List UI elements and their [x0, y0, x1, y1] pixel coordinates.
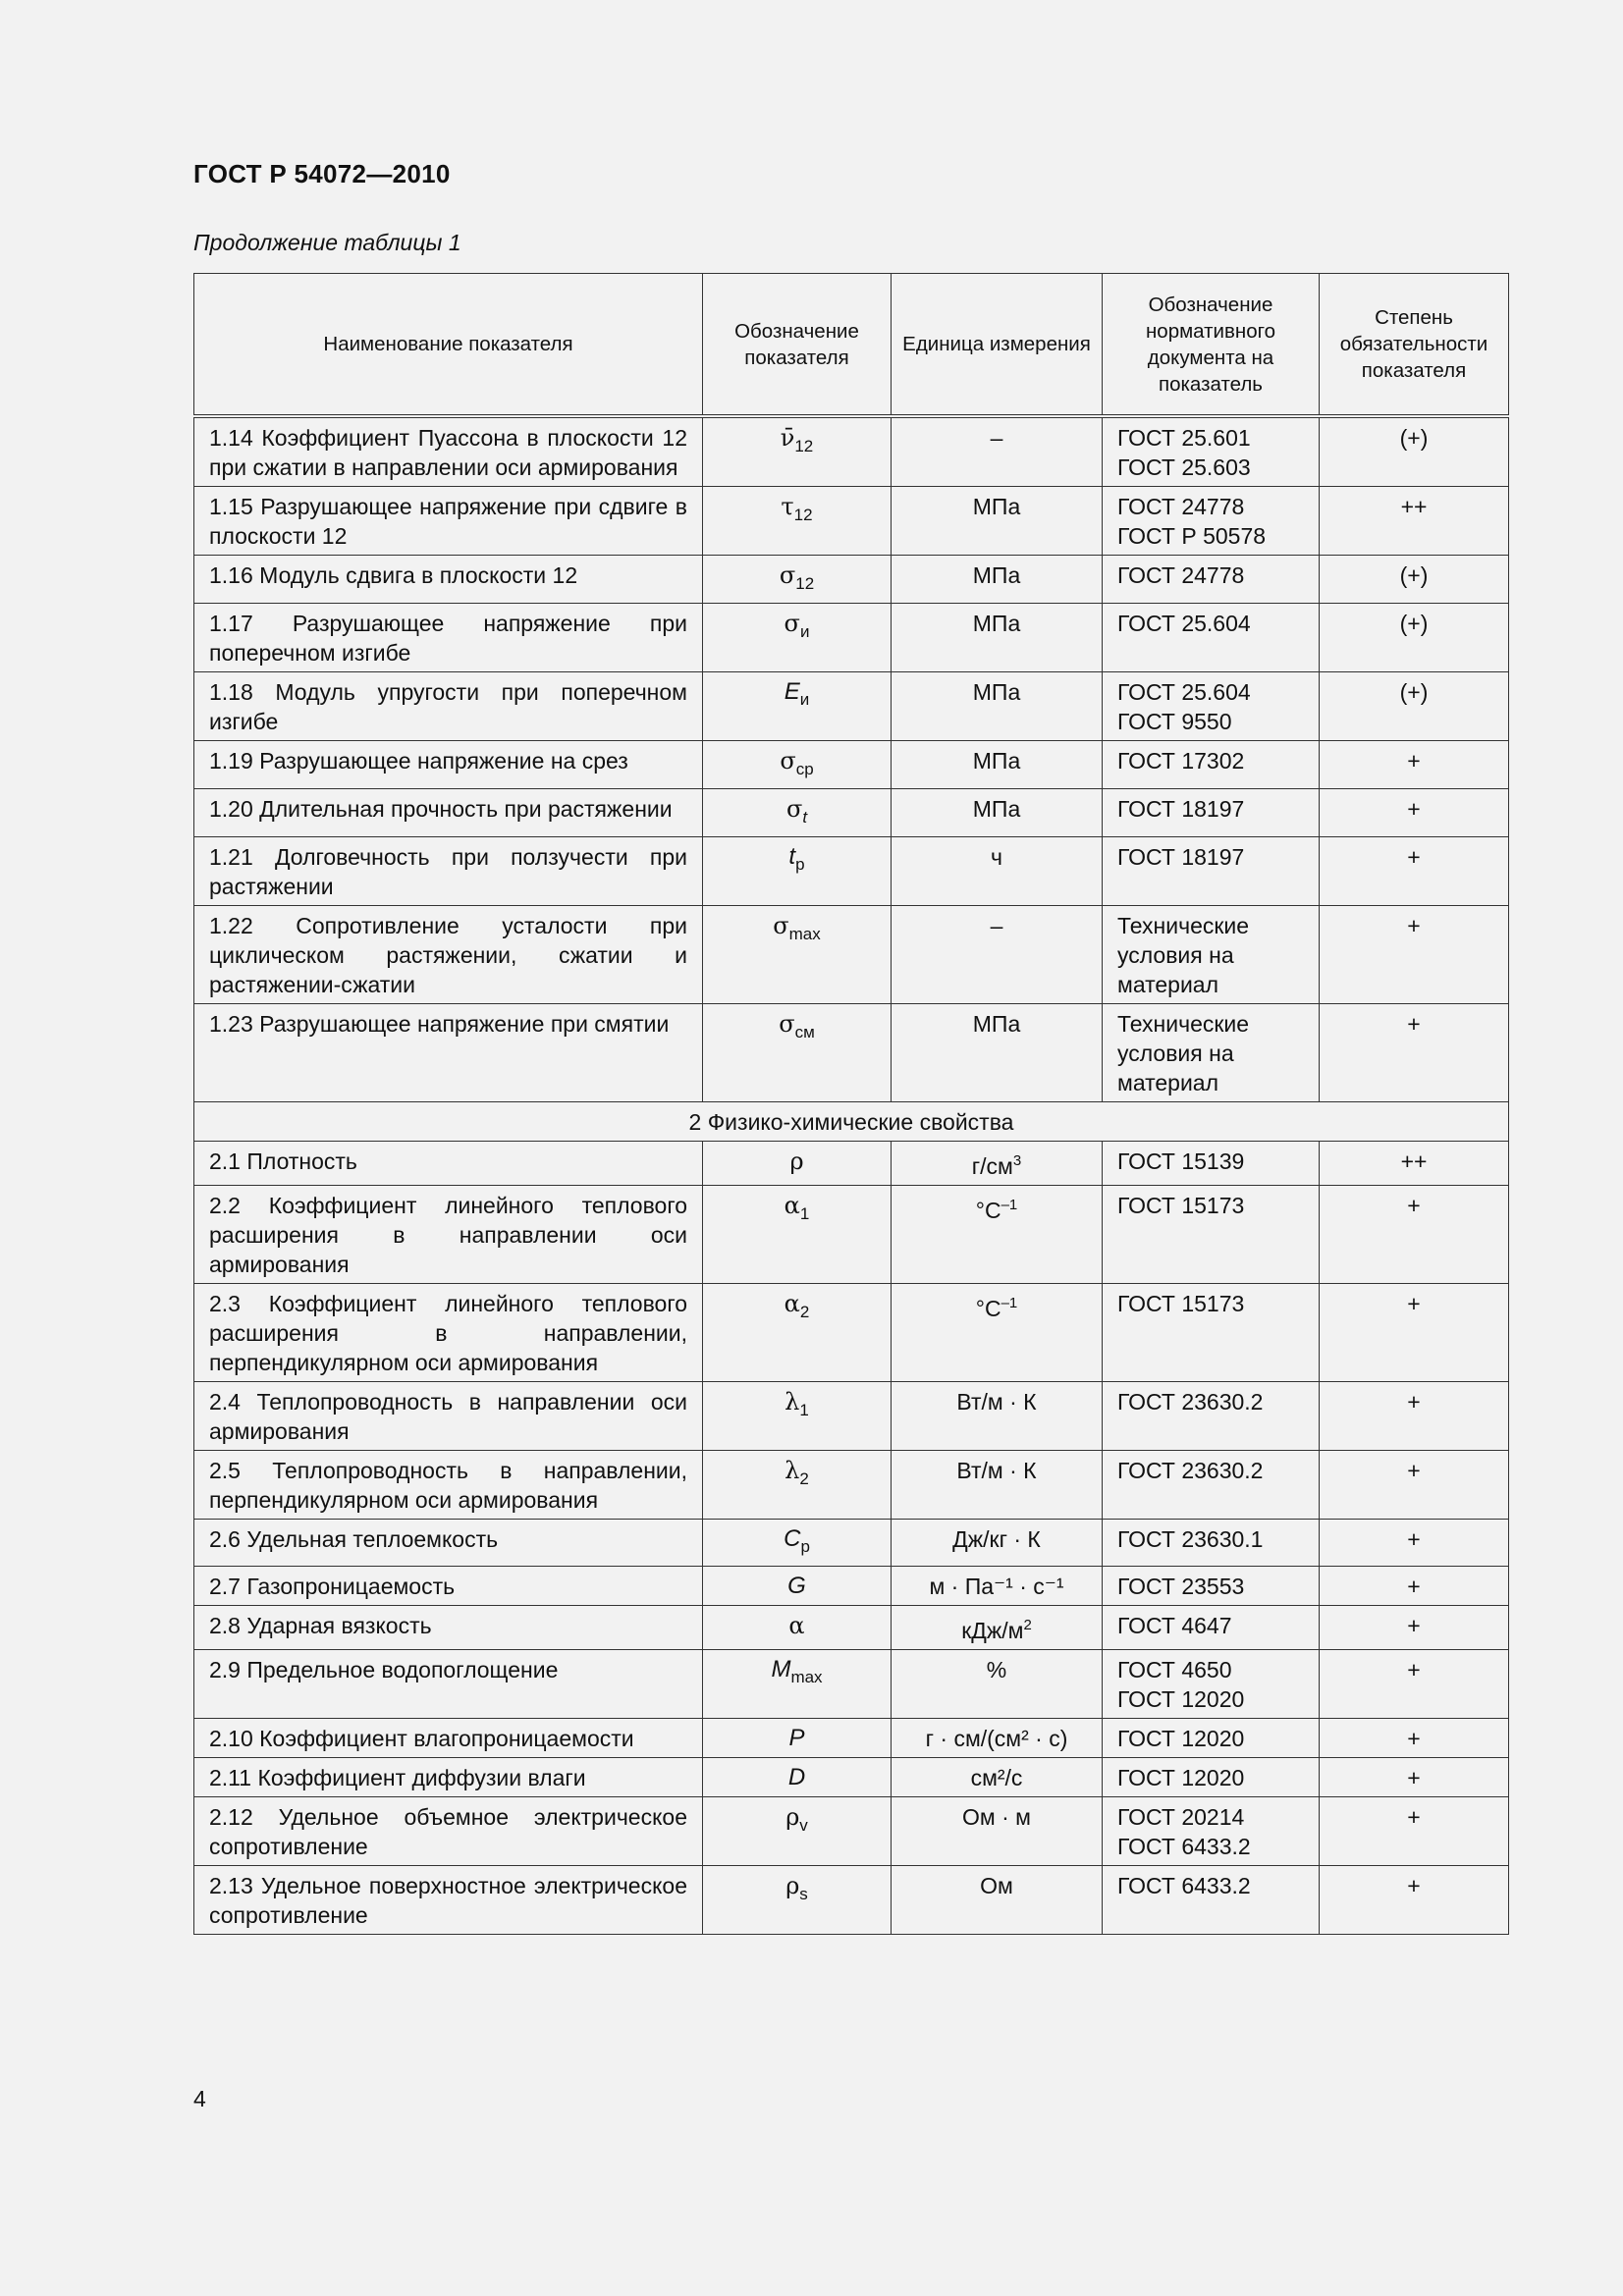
- cell-symbol: [703, 1650, 892, 1719]
- unit-superscript: 2: [1023, 1617, 1032, 1633]
- property-name-text: 1.19 Разрушающее напряжение на срез: [209, 748, 628, 774]
- column-header-symbol: Обозначение показателя: [703, 274, 892, 417]
- cell-document: [1103, 1866, 1320, 1935]
- degree-text: +: [1407, 1657, 1421, 1682]
- symbol-subscript: max: [788, 925, 821, 943]
- degree-text: +: [1407, 1458, 1421, 1483]
- cell-unit: [892, 1186, 1103, 1284]
- symbol-subscript: р: [795, 855, 805, 874]
- table-row: [194, 906, 1509, 1004]
- cell-unit: [892, 416, 1103, 487]
- symbol-base: ρ: [789, 1148, 804, 1175]
- document-text: Технические условия на материал: [1117, 913, 1250, 997]
- table-row: [194, 1382, 1509, 1451]
- cell-unit: [892, 1866, 1103, 1935]
- symbol-base: α: [788, 1612, 805, 1639]
- cell-unit: [892, 1758, 1103, 1797]
- symbol-subscript: max: [790, 1668, 823, 1686]
- unit-text: кДж/м: [961, 1618, 1024, 1643]
- cell-property-name: [194, 1004, 703, 1102]
- cell-degree: [1320, 906, 1509, 1004]
- cell-document: [1103, 1797, 1320, 1866]
- cell-symbol: [703, 1142, 892, 1186]
- cell-degree: [1320, 789, 1509, 837]
- document-text: ГОСТ 25.601 ГОСТ 25.603: [1117, 425, 1251, 480]
- cell-document: [1103, 1520, 1320, 1567]
- cell-unit: [892, 1650, 1103, 1719]
- cell-property-name: [194, 487, 703, 556]
- cell-degree: [1320, 1758, 1509, 1797]
- cell-document: [1103, 1186, 1320, 1284]
- cell-document: [1103, 604, 1320, 672]
- symbol-base: σ: [779, 561, 796, 589]
- cell-document: [1103, 1142, 1320, 1186]
- symbol-subscript: р: [800, 1537, 810, 1556]
- cell-symbol: [703, 672, 892, 741]
- unit-text: МПа: [972, 679, 1021, 705]
- symbol-subscript: 12: [793, 506, 813, 524]
- cell-unit: [892, 672, 1103, 741]
- symbol-base: ρ: [785, 1803, 800, 1831]
- section-title: 2 Физико-химические свойства: [194, 1102, 1509, 1142]
- symbol-base: σ: [773, 912, 789, 939]
- document-text: ГОСТ 12020: [1117, 1726, 1245, 1751]
- unit-text: °С: [975, 1198, 1001, 1223]
- unit-text: МПа: [972, 494, 1021, 519]
- document-text: ГОСТ 4650 ГОСТ 12020: [1117, 1657, 1245, 1712]
- cell-property-name: [194, 556, 703, 604]
- unit-text: г/см: [971, 1153, 1013, 1179]
- degree-text: ++: [1400, 1148, 1428, 1174]
- degree-text: +: [1407, 1873, 1421, 1898]
- table-row: [194, 1567, 1509, 1606]
- cell-property-name: [194, 416, 703, 487]
- symbol-subscript: см: [794, 1023, 815, 1041]
- cell-document: [1103, 1606, 1320, 1650]
- cell-degree: [1320, 416, 1509, 487]
- unit-text: см²/с: [970, 1765, 1023, 1790]
- degree-text: +: [1407, 1804, 1421, 1830]
- symbol-subscript: и: [799, 690, 810, 709]
- document-text: ГОСТ 15173: [1117, 1291, 1245, 1316]
- document-text: ГОСТ 23553: [1117, 1574, 1245, 1599]
- cell-document: [1103, 1451, 1320, 1520]
- table-row: [194, 1004, 1509, 1102]
- cell-unit: [892, 906, 1103, 1004]
- symbol-subscript: 2: [799, 1469, 809, 1488]
- unit-text: МПа: [972, 562, 1021, 588]
- degree-text: (+): [1399, 679, 1429, 705]
- cell-symbol: [703, 1004, 892, 1102]
- symbol-base: ν̄: [780, 424, 795, 452]
- cell-property-name: [194, 672, 703, 741]
- table-row: [194, 416, 1509, 487]
- cell-unit: [892, 837, 1103, 906]
- degree-text: +: [1407, 796, 1421, 822]
- cell-property-name: [194, 1797, 703, 1866]
- cell-property-name: [194, 1567, 703, 1606]
- cell-symbol: [703, 1451, 892, 1520]
- unit-text: °С: [975, 1296, 1001, 1321]
- cell-document: [1103, 1567, 1320, 1606]
- symbol-subscript: 12: [795, 574, 815, 593]
- symbol-base: P: [788, 1725, 805, 1751]
- cell-document: [1103, 906, 1320, 1004]
- property-name-text: 1.23 Разрушающее напряжение при смятии: [209, 1011, 670, 1037]
- property-name-text: 1.15 Разрушающее напряжение при сдвиге в плоскости 12: [209, 494, 687, 549]
- unit-text: МПа: [972, 611, 1021, 636]
- symbol-base: λ: [784, 1388, 800, 1415]
- symbol-subscript: ср: [795, 760, 814, 778]
- cell-document: [1103, 1004, 1320, 1102]
- cell-symbol: [703, 604, 892, 672]
- column-header-degree: Степень обязательности показателя: [1320, 274, 1509, 417]
- cell-document: [1103, 1719, 1320, 1758]
- degree-text: (+): [1399, 562, 1429, 588]
- property-name-text: 2.7 Газопроницаемость: [209, 1574, 456, 1599]
- cell-unit: [892, 1451, 1103, 1520]
- degree-text: +: [1407, 1193, 1421, 1218]
- document-text: ГОСТ 25.604 ГОСТ 9550: [1117, 679, 1251, 734]
- symbol-subscript: 1: [799, 1204, 810, 1223]
- symbol-base: D: [787, 1764, 806, 1790]
- table-row: [194, 837, 1509, 906]
- table-row: [194, 1520, 1509, 1567]
- cell-property-name: [194, 1284, 703, 1382]
- table-row: [194, 487, 1509, 556]
- table-row: [194, 1186, 1509, 1284]
- document-title: ГОСТ Р 54072—2010: [193, 159, 451, 188]
- cell-property-name: [194, 1520, 703, 1567]
- unit-superscript: –1: [1001, 1197, 1018, 1213]
- symbol-base: E: [784, 678, 800, 705]
- property-name-text: 1.21 Долговечность при ползучести при растяжении: [209, 844, 687, 899]
- column-header-document: Обозначение нормативного документа на показатель: [1103, 274, 1320, 417]
- property-name-text: 1.22 Сопротивление усталости при циклическом растяжении, сжатии и растяжении-сжатии: [209, 913, 687, 997]
- cell-unit: [892, 1567, 1103, 1606]
- cell-unit: [892, 487, 1103, 556]
- cell-document: [1103, 741, 1320, 789]
- document-text: ГОСТ 24778 ГОСТ Р 50578: [1117, 494, 1267, 549]
- cell-document: [1103, 556, 1320, 604]
- cell-property-name: [194, 1758, 703, 1797]
- cell-symbol: [703, 1866, 892, 1935]
- property-name-text: 2.10 Коэффициент влагопроницаемости: [209, 1726, 634, 1751]
- cell-symbol: [703, 1186, 892, 1284]
- symbol-base: C: [784, 1525, 801, 1552]
- cell-degree: [1320, 1719, 1509, 1758]
- unit-text: МПа: [972, 796, 1021, 822]
- cell-unit: [892, 604, 1103, 672]
- section-header-row: [194, 1102, 1509, 1142]
- cell-symbol: [703, 1520, 892, 1567]
- document-text: ГОСТ 23630.1: [1117, 1526, 1264, 1552]
- cell-symbol: [703, 1719, 892, 1758]
- document-text: ГОСТ 18197: [1117, 796, 1245, 822]
- cell-degree: [1320, 1284, 1509, 1382]
- table-row: [194, 1797, 1509, 1866]
- table-row: [194, 604, 1509, 672]
- cell-property-name: [194, 1142, 703, 1186]
- degree-text: +: [1407, 1574, 1421, 1599]
- unit-text: г · см/(см² · с): [925, 1726, 1068, 1751]
- cell-property-name: [194, 1451, 703, 1520]
- document-text: ГОСТ 25.604: [1117, 611, 1251, 636]
- cell-document: [1103, 1650, 1320, 1719]
- cell-unit: [892, 1284, 1103, 1382]
- cell-unit: [892, 1719, 1103, 1758]
- unit-text: Ом: [980, 1873, 1013, 1898]
- cell-degree: [1320, 1606, 1509, 1650]
- property-name-text: 2.1 Плотность: [209, 1148, 357, 1174]
- table-row: [194, 1606, 1509, 1650]
- unit-text: –: [990, 913, 1003, 938]
- unit-text: Дж/кг · К: [952, 1526, 1041, 1552]
- unit-superscript: 3: [1012, 1152, 1022, 1169]
- degree-text: +: [1407, 748, 1421, 774]
- symbol-subscript: 1: [799, 1401, 809, 1419]
- property-name-text: 2.4 Теплопроводность в направлении оси армирования: [209, 1389, 687, 1444]
- document-text: ГОСТ 18197: [1117, 844, 1245, 870]
- cell-document: [1103, 837, 1320, 906]
- symbol-base: M: [771, 1656, 791, 1682]
- unit-text: Вт/м · К: [956, 1389, 1037, 1415]
- cell-unit: [892, 741, 1103, 789]
- degree-text: +: [1407, 1291, 1421, 1316]
- property-name-text: 2.13 Удельное поверхностное электрическое сопротивление: [209, 1873, 687, 1928]
- property-name-text: 2.9 Предельное водопоглощение: [209, 1657, 559, 1682]
- property-name-text: 2.11 Коэффициент диффузии влаги: [209, 1765, 586, 1790]
- symbol-subscript: s: [799, 1885, 808, 1903]
- cell-degree: [1320, 1866, 1509, 1935]
- cell-unit: [892, 1520, 1103, 1567]
- column-header-unit: Единица измерения: [892, 274, 1103, 417]
- table-row: [194, 1719, 1509, 1758]
- symbol-base: t: [788, 843, 796, 870]
- property-name-text: 2.5 Теплопроводность в направлении, перпендикулярном оси армирования: [209, 1458, 687, 1513]
- cell-degree: [1320, 556, 1509, 604]
- degree-text: ++: [1400, 494, 1428, 519]
- degree-text: +: [1407, 1765, 1421, 1790]
- property-name-text: 2.12 Удельное объемное электрическое сопротивление: [209, 1804, 687, 1859]
- unit-text: м · Па⁻¹ · с⁻¹: [929, 1574, 1064, 1599]
- document-text: ГОСТ 23630.2: [1117, 1458, 1264, 1483]
- cell-degree: [1320, 672, 1509, 741]
- cell-degree: [1320, 487, 1509, 556]
- cell-degree: [1320, 1004, 1509, 1102]
- cell-degree: [1320, 1186, 1509, 1284]
- unit-text: %: [986, 1657, 1007, 1682]
- document-text: ГОСТ 4647: [1117, 1613, 1232, 1638]
- property-name-text: 2.6 Удельная теплоемкость: [209, 1526, 499, 1552]
- degree-text: +: [1407, 1011, 1421, 1037]
- degree-text: (+): [1399, 425, 1429, 451]
- cell-property-name: [194, 604, 703, 672]
- cell-unit: [892, 1004, 1103, 1102]
- document-text: ГОСТ 24778: [1117, 562, 1245, 588]
- cell-symbol: [703, 741, 892, 789]
- cell-document: [1103, 1758, 1320, 1797]
- table-row: [194, 1451, 1509, 1520]
- table-header-row: [194, 274, 1509, 417]
- table-row: [194, 1284, 1509, 1382]
- cell-property-name: [194, 1382, 703, 1451]
- cell-symbol: [703, 789, 892, 837]
- cell-unit: [892, 556, 1103, 604]
- cell-unit: [892, 1382, 1103, 1451]
- document-text: ГОСТ 6433.2: [1117, 1873, 1251, 1898]
- unit-superscript: –1: [1001, 1295, 1018, 1311]
- cell-symbol: [703, 416, 892, 487]
- cell-symbol: [703, 1606, 892, 1650]
- cell-property-name: [194, 741, 703, 789]
- table-row: [194, 789, 1509, 837]
- table-row: [194, 556, 1509, 604]
- symbol-base: σ: [784, 610, 800, 637]
- degree-text: +: [1407, 913, 1421, 938]
- cell-property-name: [194, 1719, 703, 1758]
- table-row: [194, 1758, 1509, 1797]
- cell-property-name: [194, 1606, 703, 1650]
- document-text: ГОСТ 15139: [1117, 1148, 1245, 1174]
- table-row: [194, 1142, 1509, 1186]
- document-text: Технические условия на материал: [1117, 1011, 1250, 1095]
- symbol-subscript: t: [802, 808, 808, 827]
- cell-property-name: [194, 837, 703, 906]
- degree-text: +: [1407, 1389, 1421, 1415]
- cell-degree: [1320, 1567, 1509, 1606]
- symbol-subscript: 12: [794, 437, 814, 455]
- symbol-base: σ: [785, 795, 803, 823]
- cell-symbol: [703, 837, 892, 906]
- cell-document: [1103, 416, 1320, 487]
- property-name-text: 1.16 Модуль сдвига в плоскости 12: [209, 562, 578, 588]
- table-row: [194, 672, 1509, 741]
- unit-text: Ом · м: [962, 1804, 1031, 1830]
- symbol-base: α: [784, 1192, 800, 1219]
- cell-symbol: [703, 487, 892, 556]
- cell-property-name: [194, 789, 703, 837]
- property-name-text: 1.14 Коэффициент Пуассона в плоскости 12 при сжатии в направлении оси армирования: [209, 425, 687, 480]
- cell-document: [1103, 672, 1320, 741]
- property-name-text: 1.20 Длительная прочность при растяжении: [209, 796, 673, 822]
- column-header-name: Наименование показателя: [194, 274, 703, 417]
- property-name-text: 1.18 Модуль упругости при поперечном изгибе: [209, 679, 687, 734]
- cell-unit: [892, 1142, 1103, 1186]
- table-row: [194, 1650, 1509, 1719]
- cell-symbol: [703, 906, 892, 1004]
- degree-text: +: [1407, 844, 1421, 870]
- symbol-base: α: [784, 1290, 800, 1317]
- cell-degree: [1320, 1451, 1509, 1520]
- symbol-base: ρ: [785, 1872, 800, 1899]
- property-name-text: 2.8 Ударная вязкость: [209, 1613, 432, 1638]
- cell-symbol: [703, 1758, 892, 1797]
- cell-degree: [1320, 1520, 1509, 1567]
- document-text: ГОСТ 23630.2: [1117, 1389, 1264, 1415]
- unit-text: МПа: [972, 748, 1021, 774]
- cell-symbol: [703, 556, 892, 604]
- cell-unit: [892, 789, 1103, 837]
- unit-text: Вт/м · К: [956, 1458, 1037, 1483]
- cell-degree: [1320, 1650, 1509, 1719]
- document-text: ГОСТ 15173: [1117, 1193, 1245, 1218]
- cell-document: [1103, 1382, 1320, 1451]
- symbol-subscript: и: [799, 622, 810, 641]
- table-continuation-caption: Продолжение таблицы 1: [193, 230, 461, 255]
- cell-property-name: [194, 1650, 703, 1719]
- document-text: ГОСТ 20214 ГОСТ 6433.2: [1117, 1804, 1251, 1859]
- cell-document: [1103, 1284, 1320, 1382]
- symbol-base: τ: [781, 493, 794, 520]
- cell-degree: [1320, 1382, 1509, 1451]
- cell-degree: [1320, 604, 1509, 672]
- cell-symbol: [703, 1567, 892, 1606]
- document-text: ГОСТ 12020: [1117, 1765, 1245, 1790]
- cell-degree: [1320, 1142, 1509, 1186]
- cell-document: [1103, 789, 1320, 837]
- symbol-subscript: v: [799, 1816, 808, 1835]
- properties-table: [193, 273, 1509, 1935]
- symbol-subscript: 2: [799, 1303, 810, 1321]
- unit-text: ч: [991, 844, 1002, 870]
- cell-degree: [1320, 837, 1509, 906]
- symbol-base: σ: [780, 747, 796, 774]
- page-number: 4: [193, 2086, 206, 2111]
- table-body: [194, 416, 1509, 1935]
- document-text: ГОСТ 17302: [1117, 748, 1245, 774]
- cell-property-name: [194, 1866, 703, 1935]
- cell-document: [1103, 487, 1320, 556]
- cell-degree: [1320, 741, 1509, 789]
- degree-text: +: [1407, 1526, 1421, 1552]
- property-name-text: 1.17 Разрушающее напряжение при поперечном изгибе: [209, 611, 687, 666]
- unit-text: –: [990, 425, 1003, 451]
- cell-unit: [892, 1797, 1103, 1866]
- cell-property-name: [194, 906, 703, 1004]
- cell-property-name: [194, 1186, 703, 1284]
- symbol-base: G: [787, 1573, 806, 1599]
- property-name-text: 2.3 Коэффициент линейного теплового расширения в направлении, перпендикулярном оси армирования: [209, 1291, 687, 1375]
- cell-symbol: [703, 1382, 892, 1451]
- cell-symbol: [703, 1797, 892, 1866]
- cell-degree: [1320, 1797, 1509, 1866]
- property-name-text: 2.2 Коэффициент линейного теплового расширения в направлении оси армирования: [209, 1193, 687, 1277]
- table-row: [194, 1866, 1509, 1935]
- degree-text: +: [1407, 1613, 1421, 1638]
- degree-text: (+): [1399, 611, 1429, 636]
- table-row: [194, 741, 1509, 789]
- symbol-base: σ: [779, 1010, 795, 1038]
- cell-unit: [892, 1606, 1103, 1650]
- symbol-base: λ: [784, 1457, 800, 1484]
- cell-symbol: [703, 1284, 892, 1382]
- degree-text: +: [1407, 1726, 1421, 1751]
- unit-text: МПа: [972, 1011, 1021, 1037]
